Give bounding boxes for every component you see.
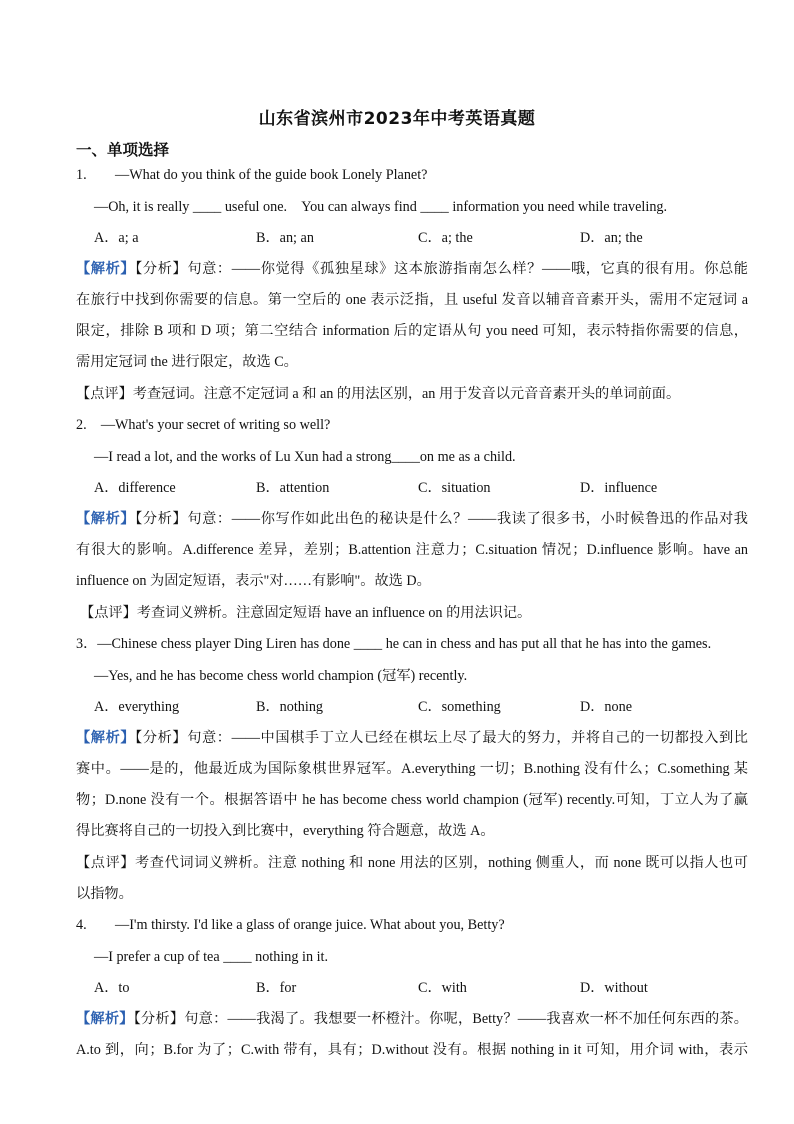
q2-analysis-line: 有很大的影响。A.difference 差异，差别；B.attention 注意力；C.situation 情况；D.influence 影响。have an [76, 542, 748, 558]
q2-option-d: D．influence [580, 480, 658, 496]
q4-dialogue-line: —I prefer a cup of tea ____ nothing in it. [94, 949, 329, 965]
q2-option-a: A．difference [94, 480, 176, 496]
q3-option-b: B．nothing [256, 699, 324, 715]
q3-analysis-text: 【分析】句意：——中国棋手丁立人已经在棋坛上尽了最大的努力，并将自己的一切都投入到比 [135, 730, 748, 746]
q1-stem: 1. —What do you think of the guide book Lonely Planet? [76, 167, 428, 183]
analysis-tag: 【解析】 [76, 511, 136, 527]
q1-analysis-line: 限定，排除 B 项和 D 项；第二空结合 information 后的定语从句 you need 可知，表示特指你需要的信息， [76, 323, 748, 339]
q3-analysis-line: 物；D.none 没有一个。根据答语中 he has become chess world champion (冠军) recently.可知，丁立人为了赢 [76, 792, 748, 808]
q1-analysis-line [76, 259, 748, 279]
q4-analysis-line: A.to 到，向；B.for 为了；C.with 带有，具有；D.without 没有。根据 nothing in it 可知，用介词 with，表示 [76, 1042, 748, 1058]
analysis-tag: 【解析】 [76, 1011, 134, 1027]
q3-analysis-line: 赛中。——是的，他最近成为国际象棋世界冠军。A.everything 一切；B.nothing 没有什么；C.something 某 [76, 761, 748, 777]
q3-analysis-line: 得比赛将自己的一切投入到比赛中，everything 符合题意，故选 A。 [76, 823, 495, 839]
q3-comment-cont: 以指物。 [76, 886, 133, 902]
q3-comment: 【点评】考查代词词义辨析。注意 nothing 和 none 用法的区别，nothing 侧重人，而 none 既可以指人也可 [76, 855, 748, 871]
q2-analysis-line: influence on 为固定短语，表示"对……有影响"。故选 D。 [76, 573, 431, 589]
q4-stem: 4. —I'm thirsty. I'd like a glass of orange juice. What about you, Betty? [76, 917, 505, 933]
q3-stem: 3．—Chinese chess player Ding Liren has done ____ he can in chess and has put all that he has into the games. [76, 636, 712, 652]
q2-option-c: C．situation [418, 480, 491, 496]
analysis-tag: 【解析】 [76, 261, 136, 277]
q4-analysis-line [76, 1009, 748, 1029]
q4-option-c: C．with [418, 980, 467, 996]
q1-analysis-text: 【分析】句意：——你觉得《孤独星球》这本旅游指南怎么样？——哦，它真的很有用。你总能 [135, 261, 748, 277]
q1-comment: 【点评】考查冠词。注意不定冠词 a 和 an 的用法区别，an 用于发音以元音音素开头的单词前面。 [76, 386, 681, 402]
q1-dialogue-line: —Oh, it is really ____ useful one. You can always find ____ information you need while traveling. [94, 199, 668, 215]
q1-option-d: D．an; the [580, 230, 643, 246]
q2-comment: 【点评】考查词义辨析。注意固定短语 have an influence on 的用法识记。 [80, 605, 532, 621]
q3-analysis-line [76, 728, 748, 748]
q2-analysis-line [76, 509, 748, 529]
q1-analysis-line: 需用定冠词 the 进行限定，故选 C。 [76, 354, 298, 370]
q1-analysis-line: 在旅行中找到你需要的信息。第一空后的 one 表示泛指，且 useful 发音以辅音音素开头，需用不定冠词 a [76, 292, 748, 308]
q4-option-b: B．for [256, 980, 297, 996]
q3-dialogue-line: —Yes, and he has become chess world champion (冠军) recently. [94, 668, 468, 684]
q1-option-a: A．a; a [94, 230, 139, 246]
q4-analysis-text: 【分析】句意：——我渴了。我想要一杯橙汁。你呢，Betty？——我喜欢一杯不加任何东西的茶。 [133, 1011, 748, 1027]
q2-stem: 2. —What's your secret of writing so well? [76, 417, 331, 433]
q2-dialogue-line: —I read a lot, and the works of Lu Xun had a strong____on me as a child. [94, 449, 516, 465]
q1-option-b: B．an; an [256, 230, 314, 246]
q3-option-c: C．something [418, 699, 501, 715]
q3-option-a: A．everything [94, 699, 180, 715]
q1-option-c: C．a; the [418, 230, 473, 246]
q4-option-a: A．to [94, 980, 130, 996]
q3-option-d: D．none [580, 699, 633, 715]
analysis-tag: 【解析】 [76, 730, 136, 746]
q2-option-b: B．attention [256, 480, 330, 496]
q4-option-d: D．without [580, 980, 648, 996]
section-heading: 一、单项选择 [76, 141, 170, 159]
q2-analysis-text: 【分析】句意：——你写作如此出色的秘诀是什么？——我读了很多书，小时候鲁迅的作品对我 [135, 511, 748, 527]
page-title: 山东省滨州市2023年中考英语真题 [258, 109, 536, 129]
